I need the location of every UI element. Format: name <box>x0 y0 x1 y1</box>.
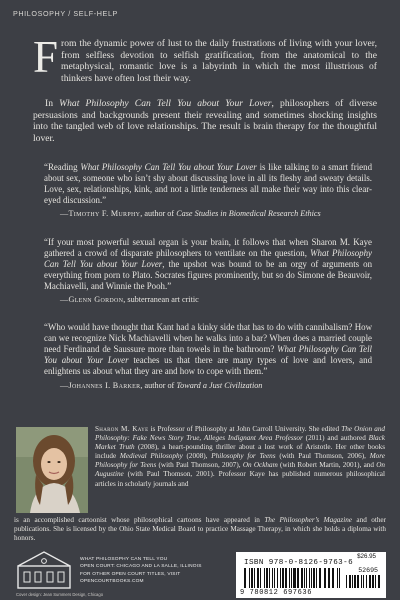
barcode-stripe <box>297 568 299 588</box>
blurb-quote <box>44 322 372 377</box>
barcode-stripe <box>274 568 275 588</box>
barcode-stripe <box>375 575 376 588</box>
barcode-stripe <box>324 568 326 588</box>
quote-title: What Philosophy Can Tell You about Your Lover <box>80 162 257 172</box>
series-tagline: WHAT PHILOSOPHY CAN TELL YOU <box>80 557 168 562</box>
barcode-stripe <box>357 575 359 588</box>
attribution-name: —Timothy F. Murphy <box>60 209 141 218</box>
barcode-stripe <box>293 568 296 588</box>
barcode-stripe <box>346 575 347 588</box>
quote-text: “If your most powerful sexual organ is your brain, it follows that when Sharon M. Kaye gathered a crowd of disparate philosophers to ventilate on the question, <box>44 237 372 258</box>
quote-text: “Who would have thought that Kant had a kinky side that has to do with cannibalism? How can we recognize Nick Machiavelli when he walks into a bar? When does a married couple need Ferdinand de Saussure more than towels in the bathroom? <box>44 322 372 354</box>
open-court-logo-icon <box>16 548 72 590</box>
barcode-stripe <box>277 568 278 588</box>
author-bio-continued <box>14 516 386 543</box>
barcode-stripe <box>304 568 305 588</box>
intro2-lead: In <box>45 98 60 109</box>
intro-paragraph <box>33 32 377 84</box>
barcode-stripe <box>332 568 334 588</box>
author-photo <box>16 427 88 513</box>
quote-text: teaches us that there are many types of love and lovers, and enlightens us about what they are and how to cope with them.” <box>44 355 373 376</box>
barcode-stripe <box>260 568 261 588</box>
blurb-attribution <box>60 295 378 305</box>
bio-work: Black Market Truth <box>95 434 386 452</box>
blurb-attribution <box>60 209 378 219</box>
bio-text: (2008), <box>182 452 212 461</box>
attribution-name: —Glenn Gordon <box>60 295 124 304</box>
attribution-text: , author of <box>140 209 177 218</box>
attribution-text: , subterranean art critic <box>123 295 199 304</box>
cover-design-credit: Cover design: Jean Summers Design, Chicago <box>16 592 104 597</box>
barcode-stripe <box>311 568 312 588</box>
barcode-stripe <box>289 568 290 588</box>
price-label: $26.95 <box>357 553 376 560</box>
bio-work: The Onion and Philosophy: Fake News Story True, Alleges Indignant Area Professor <box>95 425 385 443</box>
publisher-info <box>80 556 230 586</box>
barcode-stripe <box>313 568 315 588</box>
barcode-stripe <box>354 575 356 588</box>
bio-work: Medieval Philosophy <box>119 452 183 461</box>
bio-work: Philosophy for Teens <box>211 452 276 461</box>
barcode-stripe <box>316 568 317 588</box>
open-court-logo <box>16 548 72 590</box>
barcode-stripe <box>291 568 292 588</box>
bio-text: (with Paul Thomson, 2007), <box>156 461 243 470</box>
barcode-stripe <box>319 568 321 588</box>
addon-code: 52695 <box>358 567 378 574</box>
barcode-stripe <box>272 568 273 588</box>
barcode-stripe <box>269 568 270 588</box>
barcode-stripe <box>352 575 353 588</box>
ean-number: 9 780812 697636 <box>240 589 313 597</box>
barcode-stripe <box>337 568 338 588</box>
barcode-stripe <box>301 568 303 588</box>
quote-text: “Reading <box>44 162 81 172</box>
intro-text: rom the dynamic power of lust to the daily frustrations of living with your lover, from selfless devotion to selfish gratification, from the anatomical to the metaphysical, romantic love is a labyrinth in which the most illustrious of thinkers have often lost their way. <box>61 38 377 84</box>
barcode-stripe <box>372 575 374 588</box>
bio-text: and other publications. She is licensed by the Ohio State Medical Board to practice Massage Therapy, in which she holds a diploma with honors. <box>14 516 386 543</box>
barcode-stripe <box>309 568 310 588</box>
bio-text: is an accomplished cartoonist whose philosophical cartoons have appeared in <box>14 516 265 524</box>
publisher-location: OPEN COURT: CHICAGO AND LA SALLE, ILLINOIS <box>80 564 202 570</box>
attribution-work: Case Studies in Biomedical Research Ethics <box>176 209 321 218</box>
bio-text: (2011) and authored <box>302 434 369 443</box>
attribution-name: —Johannes I. Barker <box>60 381 141 390</box>
barcode-stripe <box>328 568 330 588</box>
barcode-stripe <box>249 568 250 588</box>
barcode-stripe <box>339 568 340 588</box>
barcode-stripe <box>264 568 265 588</box>
barcode-stripe <box>254 568 255 588</box>
barcode-stripe <box>369 575 371 588</box>
author-portrait-image <box>16 427 88 513</box>
author-name: Sharon M. Kaye <box>95 425 149 433</box>
barcode-stripe <box>349 575 351 588</box>
bio-text: (2008), a heart-pounding thriller about a lost work of Aristotle. Her other books include <box>95 443 385 461</box>
attribution-text: , author of <box>140 381 177 390</box>
barcode-stripe <box>378 575 380 588</box>
bio-text: (with Paul Thomson, 2001). Professor Kaye has published numerous philosophical articles in scholarly journals and <box>95 470 385 488</box>
intro-paragraph-2 <box>33 98 377 144</box>
quote-text: is like talking to a smart friend about sex, someone who isn’t shy about discussing love in all its fleshy and sweaty details. Love, sex, relationships, kink, and not a little tenderness all make their way into this clear-eyed discussion.” <box>44 162 373 205</box>
barcode-stripe <box>282 568 284 588</box>
attribution-work: Toward a Just Civilization <box>176 381 263 390</box>
bio-work: More Philosophy for Teens <box>95 452 385 470</box>
barcode-stripe <box>251 568 253 588</box>
barcode-stripe <box>280 568 281 588</box>
book-title: What Philosophy Can Tell You about Your Lover <box>59 98 272 109</box>
blurb-attribution <box>60 381 378 391</box>
drop-cap: F <box>33 32 59 82</box>
author-bio <box>95 425 385 489</box>
quote-title: What Philosophy Can Tell You about Your Lover <box>44 344 372 365</box>
barcode-stripe <box>366 575 367 588</box>
bio-work: The Philosopher’s Magazine <box>264 516 352 524</box>
quote-title: What Philosophy Can Tell You about Your Lover <box>44 248 372 269</box>
bio-text: (with Robert Martin, 2001), and <box>277 461 377 470</box>
barcode-stripe <box>285 568 287 588</box>
barcode-stripe <box>266 568 268 588</box>
barcode-stripe <box>306 568 307 588</box>
blurb-quote <box>44 237 372 292</box>
barcode-panel <box>236 552 386 598</box>
quote-text: , the upshot was bound to be an orgy of arguments on everything from porn to Plato. Socrates figures prominently, but so do Simone de Beauvoir, Machiavelli, and Winnie the Pooh.” <box>44 259 373 291</box>
barcode-stripe <box>257 568 259 588</box>
publisher-website: FOR OTHER OPEN COURT TITLES, VISIT OPENCOURTBOOKS.COM <box>80 571 181 585</box>
barcode-stripe <box>244 568 246 588</box>
barcode-stripe <box>363 575 364 588</box>
barcode-stripe <box>361 575 362 588</box>
blurb-quote <box>44 162 372 206</box>
intro2-rest: , philosophers of diverse persuasions and backgrounds present their revealing and sometimes shocking insights into the tangled web of love relationships. The result is brain therapy for the thoughtful lover. <box>33 98 378 144</box>
bio-work: On Ockham <box>242 461 278 470</box>
bio-text: is Professor of Philosophy at John Carroll University. She edited <box>148 425 342 433</box>
category-label: PHILOSOPHY / SELF-HELP <box>13 9 118 18</box>
bio-text: (with Paul Thomson, 2006), <box>275 452 370 461</box>
isbn-label: ISBN 978-0-8126-9763-6 <box>244 559 354 567</box>
addon-barcode <box>346 575 380 588</box>
ean-barcode <box>244 568 340 588</box>
bio-work: On Augustine <box>95 461 386 479</box>
